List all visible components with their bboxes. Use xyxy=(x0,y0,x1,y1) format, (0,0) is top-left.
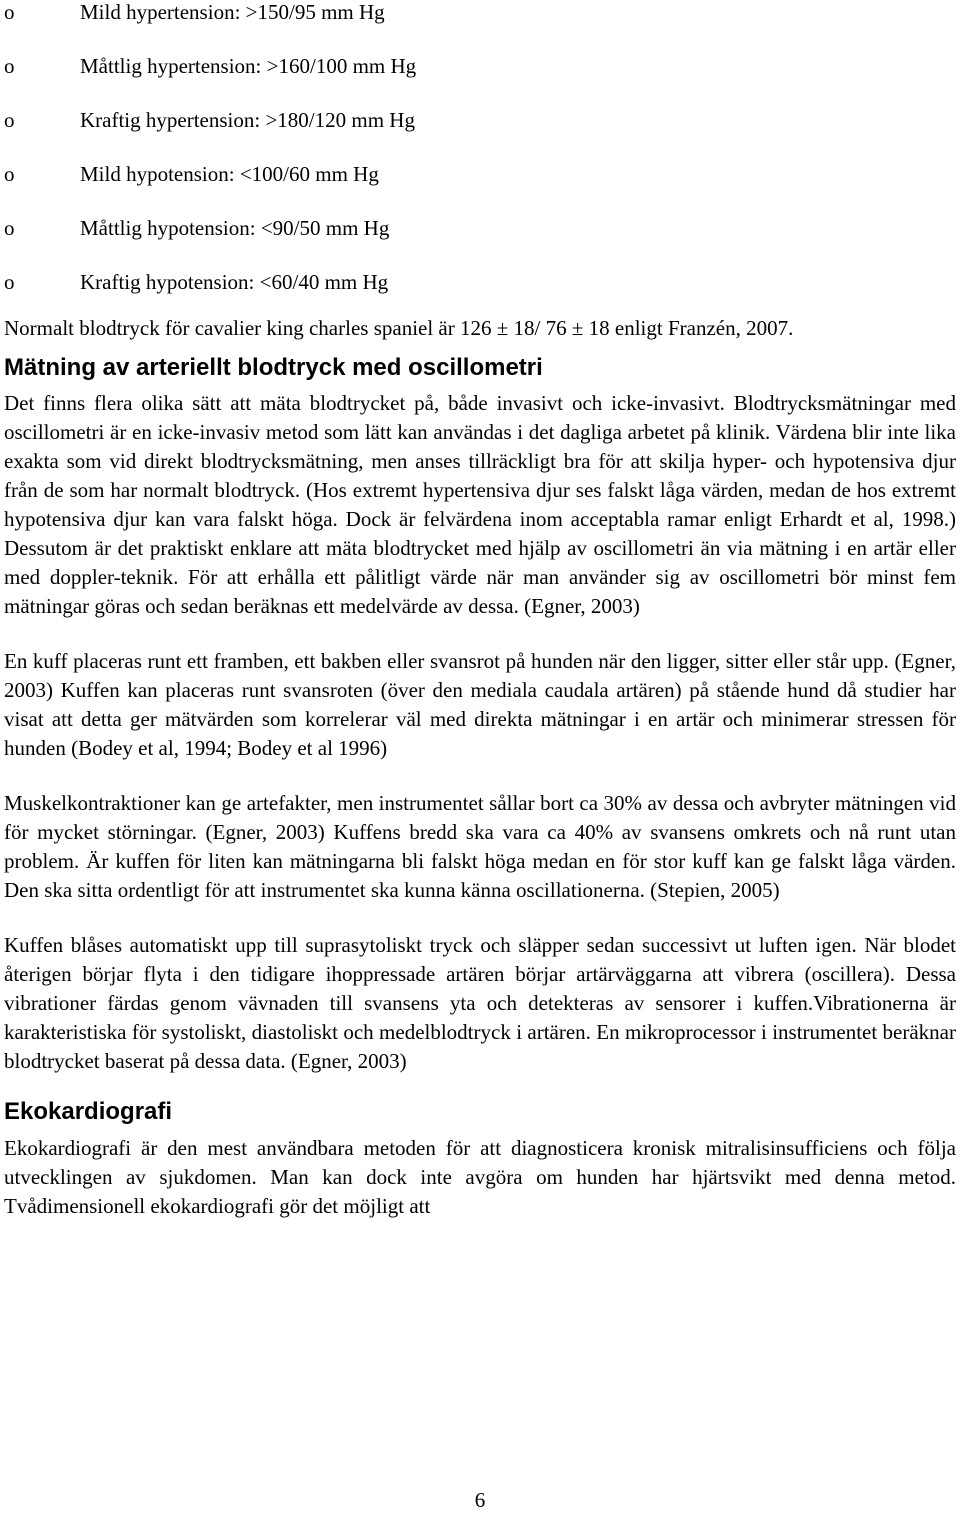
list-item-text: Kraftig hypertension: >180/120 mm Hg xyxy=(80,108,415,132)
page-number: 6 xyxy=(474,1488,486,1512)
list-item-text: Mild hypertension: >150/95 mm Hg xyxy=(80,0,385,24)
bullet-marker: o xyxy=(4,0,15,24)
document-page xyxy=(4,0,956,1221)
list-item xyxy=(4,108,956,162)
paragraph-ekokardiografi: Ekokardiografi är den mest användbara metoden för att diagnosticera kronisk mitralisinsufficiens och följa utvecklingen av sjukdomen. Man kan dock inte avgöra om hunden har hjärtsvikt med denna metod. Tvådimensionell ekokardiografi gör det möjligt att xyxy=(4,1136,956,1218)
list-item xyxy=(4,0,956,54)
list-item-text: Mild hypotension: <100/60 mm Hg xyxy=(80,162,379,186)
list-item xyxy=(4,54,956,108)
hypertension-list xyxy=(4,0,956,316)
list-item-text: Kraftig hypotension: <60/40 mm Hg xyxy=(80,270,389,294)
section-heading-ekokardiografi: Ekokardiografi xyxy=(4,1098,173,1125)
bullet-marker: o xyxy=(4,162,15,186)
paragraph-kuff-uppblasning: Kuffen blåses automatiskt upp till suprasytoliskt tryck och släpper sedan successivt ut luften igen. När blodet återigen börjar flyta i den tidigare ihoppressade artären börjar artärväggarna att vibrera (oscillera). Dessa vibrationer färdas genom vävnaden till svansens yta och detekteras av sensorer i kuffen.Vibrationerna är karakteristiska för systoliskt, diastoliskt och medelblodtryck i artären. En mikroprocessor i instrumentet beräknar blodtrycket baserat på dessa data. (Egner, 2003) xyxy=(4,933,956,1073)
list-item-text: Måttlig hypotension: <90/50 mm Hg xyxy=(80,216,390,240)
paragraph-kuff-placering: En kuff placeras runt ett framben, ett bakben eller svansrot på hunden när den ligger, sitter eller står upp. (Egner, 2003) Kuffen kan placeras runt svansroten (över den mediala caudala artären) på stående hund då studier har visat att detta ger mätvärden som korrelerar väl med direkta mätningar i en artär och minimerar stressen för hunden (Bodey et al, 1994; Bodey et al 1996) xyxy=(4,649,956,760)
bullet-marker: o xyxy=(4,216,15,240)
bullet-marker: o xyxy=(4,54,15,78)
paragraph-oscillometri-intro: Det finns flera olika sätt att mäta blodtrycket på, både invasivt och icke-invasivt. Blodtrycksmätningar med oscillometri är en icke-invasiv metod som lätt kan användas i det dagliga arbetet på klinik. Värdena blir inte lika exakta som vid direkt blodtrycksmätning, men anses tillräckligt bra för att skilja hyper- och hypotensiva djur från de som har normalt blodtryck. (Hos extremt hypertensiva djur ses falskt låga värden, medan de hos extremt hypotensiva djur kan vara falskt höga. Dock är felvärdena inom acceptabla ramar enligt Erhardt et al, 1998.) Dessutom är det praktiskt enklare att mäta blodtrycket med hjälp av oscillometri än via mätning i en artär eller med doppler-teknik. För att erhålla ett pålitligt värde när man använder sig av oscillometri bör minst fem mätningar göras och sedan beräknas ett medelvärde av dessa. (Egner, 2003) xyxy=(4,391,956,618)
section-heading-oscillometri: Mätning av arteriellt blodtryck med oscillometri xyxy=(4,354,543,381)
list-item xyxy=(4,216,956,270)
list-item-text: Måttlig hypertension: >160/100 mm Hg xyxy=(80,54,417,78)
normal-blood-pressure-paragraph: Normalt blodtryck för cavalier king charles spaniel är 126 ± 18/ 76 ± 18 enligt Franzén, 2007. xyxy=(4,316,794,340)
list-item xyxy=(4,162,956,216)
bullet-marker: o xyxy=(4,270,15,294)
paragraph-muskelkontraktioner: Muskelkontraktioner kan ge artefakter, men instrumentet sållar bort ca 30% av dessa och avbryter mätningen vid för mycket störningar. (Egner, 2003) Kuffens bredd ska vara ca 40% av svansens omkrets och nå runt utan problem. Är kuffen för liten kan mätningarna bli falskt höga medan en för stor kuff kan ge falskt låga värden. Den ska sitta ordentligt för att instrumentet ska kunna känna oscillationerna. (Stepien, 2005) xyxy=(4,791,956,902)
list-item xyxy=(4,270,956,316)
bullet-marker: o xyxy=(4,108,15,132)
